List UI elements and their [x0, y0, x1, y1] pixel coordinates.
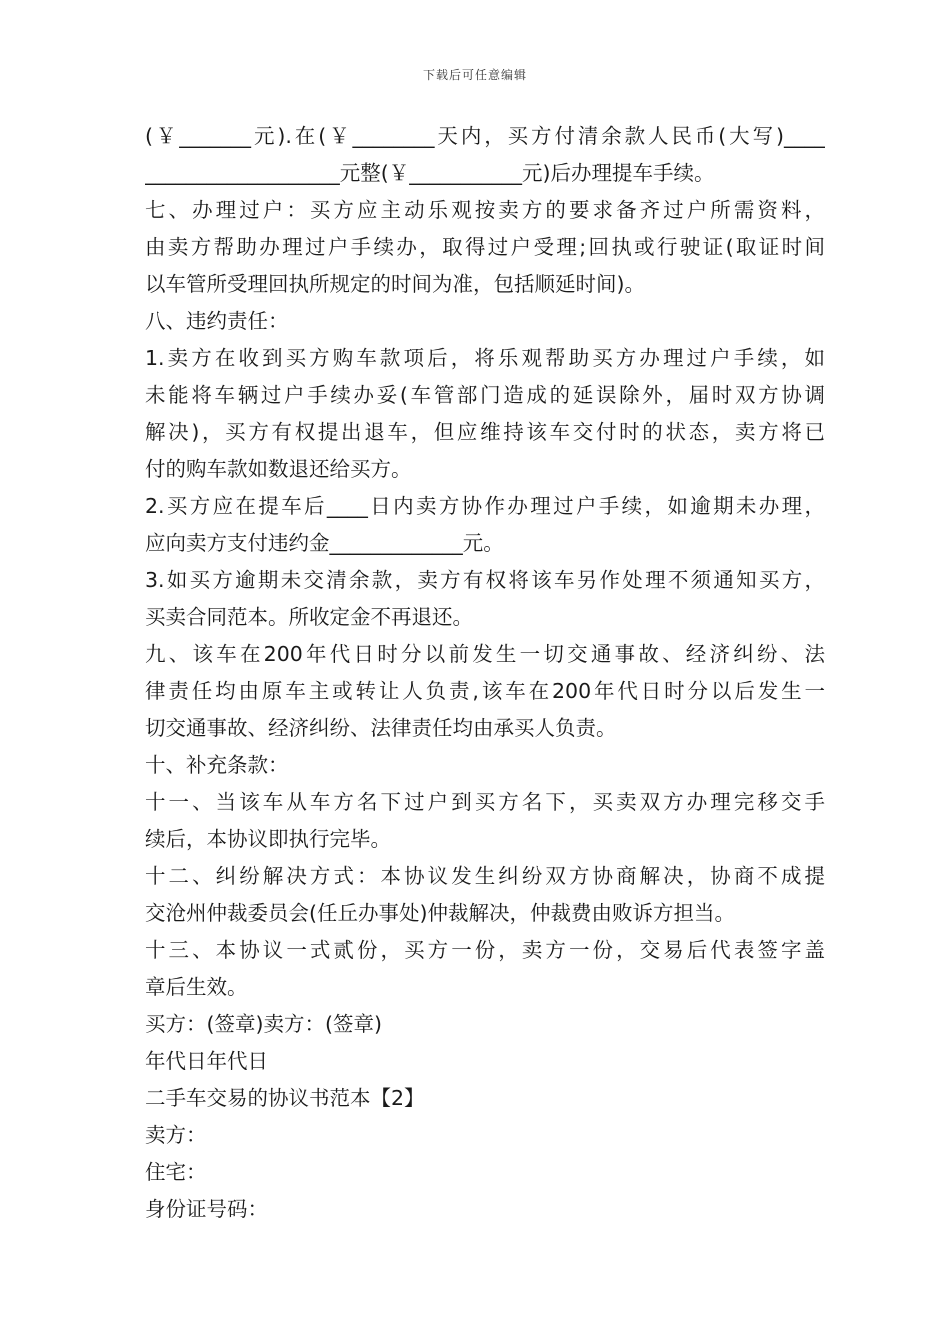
text-line: 九、该车在200年代日时分以前发生一切交通事故、经济纠纷、法	[145, 642, 825, 666]
text-line: 住宅：	[145, 1160, 207, 1184]
text-line: 3.如买方逾期未交清余款，卖方有权将该车另作处理不须通知买方，	[145, 568, 825, 592]
text-line: ___________________元整(￥___________元)后办理提车手续。	[145, 161, 715, 185]
text-line: 七、办理过户：买方应主动乐观按卖方的要求备齐过户所需资料，	[145, 198, 825, 222]
text-line: 1.卖方在收到买方购车款项后，将乐观帮助买方办理过户手续，如	[145, 346, 825, 370]
text-line: 身份证号码：	[145, 1197, 268, 1221]
text-line: 买方：(签章)卖方：(签章)	[145, 1012, 382, 1036]
text-line: 切交通事故、经济纠纷、法律责任均由承买人负责。	[145, 716, 617, 740]
section-title: 二手车交易的协议书范本【2】	[145, 1086, 425, 1110]
text-line: 应向卖方支付违约金_____________元。	[145, 531, 504, 555]
text-line: 十二、纠纷解决方式：本协议发生纠纷双方协商解决，协商不成提	[145, 864, 825, 888]
text-line: 十一、当该车从车方名下过户到买方名下，买卖双方办理完移交手	[145, 790, 825, 814]
text-line: 续后，本协议即执行完毕。	[145, 827, 391, 851]
text-line: 买卖合同范本。所收定金不再退还。	[145, 605, 473, 629]
text-line: 未能将车辆过户手续办妥(车管部门造成的延误除外，届时双方协调	[145, 383, 825, 407]
text-line: 以车管所受理回执所规定的时间为准，包括顺延时间)。	[145, 272, 645, 296]
document-body	[145, 118, 825, 1228]
text-line: 八、违约责任：	[145, 309, 289, 333]
text-line: 年代日年代日	[145, 1049, 268, 1073]
text-line: 十三、本协议一式贰份，买方一份，卖方一份，交易后代表签字盖	[145, 938, 825, 962]
text-line: 2.买方应在提车后____日内卖方协作办理过户手续，如逾期未办理，	[145, 494, 825, 518]
text-line: (￥_______元).在(￥________天内，买方付清余款人民币(大写)____	[145, 124, 825, 148]
text-line: 付的购车款如数退还给买方。	[145, 457, 412, 481]
text-line: 解决)，买方有权提出退车，但应维持该车交付时的状态，卖方将已	[145, 420, 825, 444]
text-line: 由卖方帮助办理过户手续办，取得过户受理;回执或行驶证(取证时间	[145, 235, 825, 259]
text-line: 十、补充条款：	[145, 753, 289, 777]
text-line: 章后生效。	[145, 975, 248, 999]
text-line: 律责任均由原车主或转让人负责,该车在200年代日时分以后发生一	[145, 679, 825, 703]
text-line: 交沧州仲裁委员会(任丘办事处)仲裁解决，仲裁费由败诉方担当。	[145, 901, 735, 925]
page-header: 下载后可任意编辑	[422, 68, 527, 82]
text-line: 卖方：	[145, 1123, 207, 1147]
